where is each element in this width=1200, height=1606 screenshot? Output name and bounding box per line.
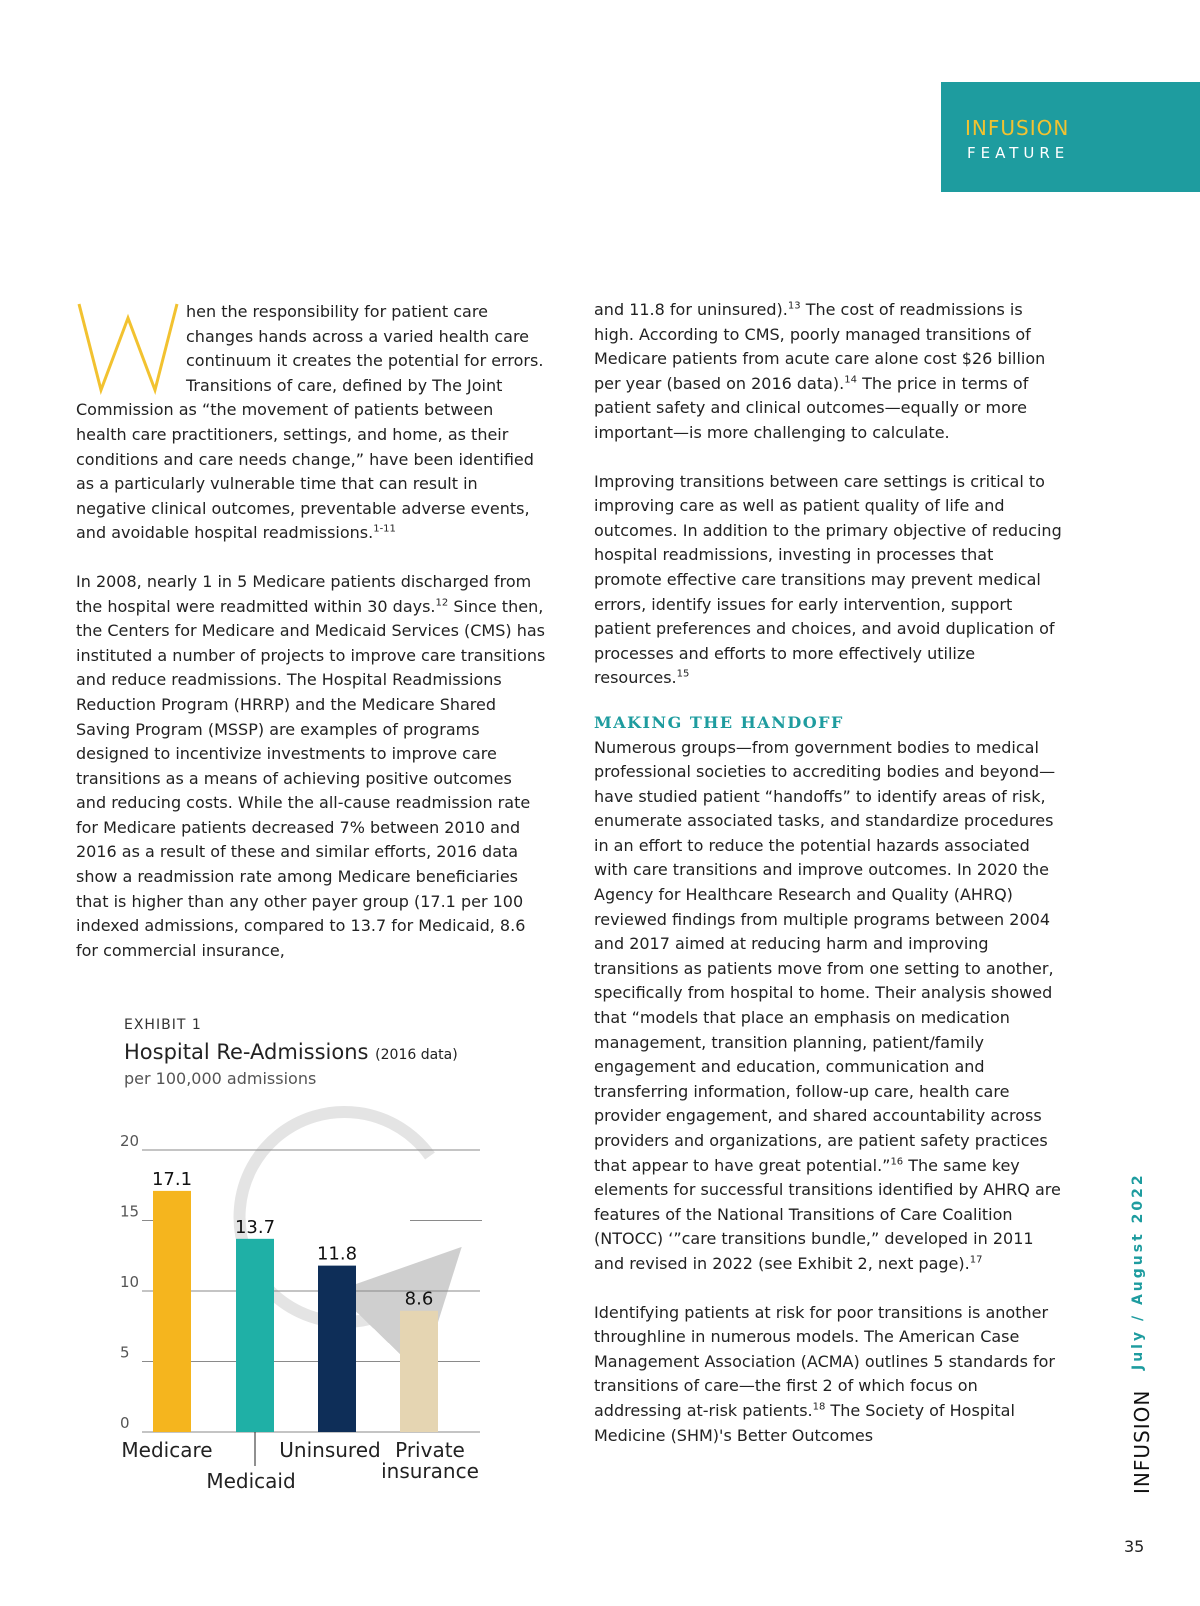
page-number: 35 xyxy=(1124,1537,1145,1556)
cost-paragraph: and 11.8 for uninsured).$^{13}$ The cost of readmissions is high. According to CMS, poorly managed transitions of Medicare patients from acute care alone cost $26 billion per year (based on 2016 data).$^{14}$ The price in terms of patient safety and clinical outcomes—equally or more important—is more challenging to calculate. xyxy=(594,300,1046,442)
cms-paragraph: In 2008, nearly 1 in 5 Medicare patients discharged from the hospital were readmitted within 30 days.$^{12}$ Since then, the Centers for Medicare and Medicaid Services (CMS) has instituted a number of projects to improve care transitions and reduce readmissions. The Hospital Readmissions Reduction Program (HRRP) and the Medicare Shared Saving Program (MSSP) are examples of programs designed to incentivize investments to improve care transitions as a means of achieving positive outcomes and reducing costs. While the all-cause readmission rate for Medicare patients decreased 7% between 2010 and 2016 as a result of these and similar efforts, 2016 data show a readmission rate among Medicare beneficiaries that is higher than any other payer group (17.1 per 100 indexed admissions, compared to 13.7 for Medicaid, 8.6 for commercial insurance, xyxy=(76,571,546,960)
handoff-paragraph: Numerous groups—from government bodies to medical professional societies to accrediting bodies and beyond—have studied patient “handoffs” to identify areas of risk, enumerate associated tasks, and standardize procedures in an effort to reduce the potential hazards associated with care transitions and improve outcomes. In 2020 the Agency for Healthcare Research and Quality (AHRQ) reviewed findings from multiple programs between 2004 and 2017 aimed at reducing harm and improving transitions as patients move from one setting to another, specifically from hospital to home. Their analysis showed that “models that place an emphasis on medication management, transition planning, patient/family engagement and education, communication and transferring information, follow-up care, health care provider engagement, and shared accountability across providers and organizations, are patient safety practices that appear to have great potential.”$^{16}$ The same key elements for successful transitions identified by AHRQ are features of the National Transitions of Care Coalition (NTOCC) ‘”care transitions bundle,” developed in 2011 and revised in 2022 (see Exhibit 2, next page).$^{17}$ xyxy=(594,737,1061,1273)
decorative-arrow-arc xyxy=(240,1112,430,1322)
issue-date: July / August 2022 xyxy=(1130,1172,1146,1370)
article-left-column xyxy=(76,300,546,963)
intro-paragraph: hen the responsibility for patient care changes hands across a varied health care continuum it creates the potential for errors. Transitions of care, defined by The Joint Commission as “the movement of patients between health care practitioners, settings, and home, as their conditions and care needs change,” have been identified as a particularly vulnerable time that can result in negative clinical outcomes, preventable adverse events, and avoidable hospital readmissions.$^{1-11}$ xyxy=(76,302,544,543)
infusion-logo: INFUSION xyxy=(965,116,1070,140)
category-label: Uninsured xyxy=(279,1438,381,1462)
data-label: 11.8 xyxy=(316,1243,358,1265)
y-tick-label: 5 xyxy=(120,1343,130,1362)
data-label: 17.1 xyxy=(151,1168,193,1190)
y-tick-label: 15 xyxy=(120,1202,140,1221)
category-label: insurance xyxy=(381,1459,479,1483)
feature-badge xyxy=(941,82,1200,192)
y-tick-label: 10 xyxy=(120,1273,140,1291)
exhibit-label: EXHIBIT 1 xyxy=(124,1017,202,1033)
y-tick-label: 20 xyxy=(120,1132,140,1150)
data-label: 8.6 xyxy=(404,1288,434,1310)
category-label: Medicaid xyxy=(206,1469,296,1493)
bar-uninsured xyxy=(318,1266,356,1432)
category-label: Private xyxy=(395,1438,465,1462)
exhibit-title: Hospital Re-Admissions (2016 data) xyxy=(124,1040,458,1064)
exhibit-subtitle: per 100,000 admissions xyxy=(124,1069,317,1088)
dropcap-w xyxy=(76,300,184,398)
bar-medicaid xyxy=(236,1239,274,1432)
at-risk-paragraph: Identifying patients at risk for poor transitions is another throughline in numerous models. The American Case Management Association (ACMA) outlines 5 standards for transitions of care—the first 2 of which focus on addressing at-risk patients.$^{18}$ The Society of Hospital Medicine (SHM)'s Better Outcomes xyxy=(594,1302,1055,1445)
bar-medicare xyxy=(153,1191,191,1432)
improving-paragraph: Improving transitions between care settings is critical to improving care as well as patient quality of life and outcomes. In addition to the primary objective of reducing hospital readmissions, investing in processes that promote effective care transitions may prevent medical errors, identify issues for early intervention, support patient preferences and choices, and avoid duplication of processes and efforts to more effectively utilize resources.$^{15}$ xyxy=(594,471,1062,688)
section-heading-handoff: MAKING THE HANDOFF xyxy=(594,712,844,732)
feature-label: FEATURE xyxy=(967,144,1070,162)
bar-private-insurance xyxy=(400,1311,438,1432)
category-label: Medicare xyxy=(121,1438,213,1462)
y-tick-label: 0 xyxy=(120,1414,130,1432)
infusion-footer-logo: INFUSION xyxy=(1130,1389,1154,1494)
data-label: 13.7 xyxy=(234,1216,276,1238)
article-right-column xyxy=(594,298,1064,1448)
